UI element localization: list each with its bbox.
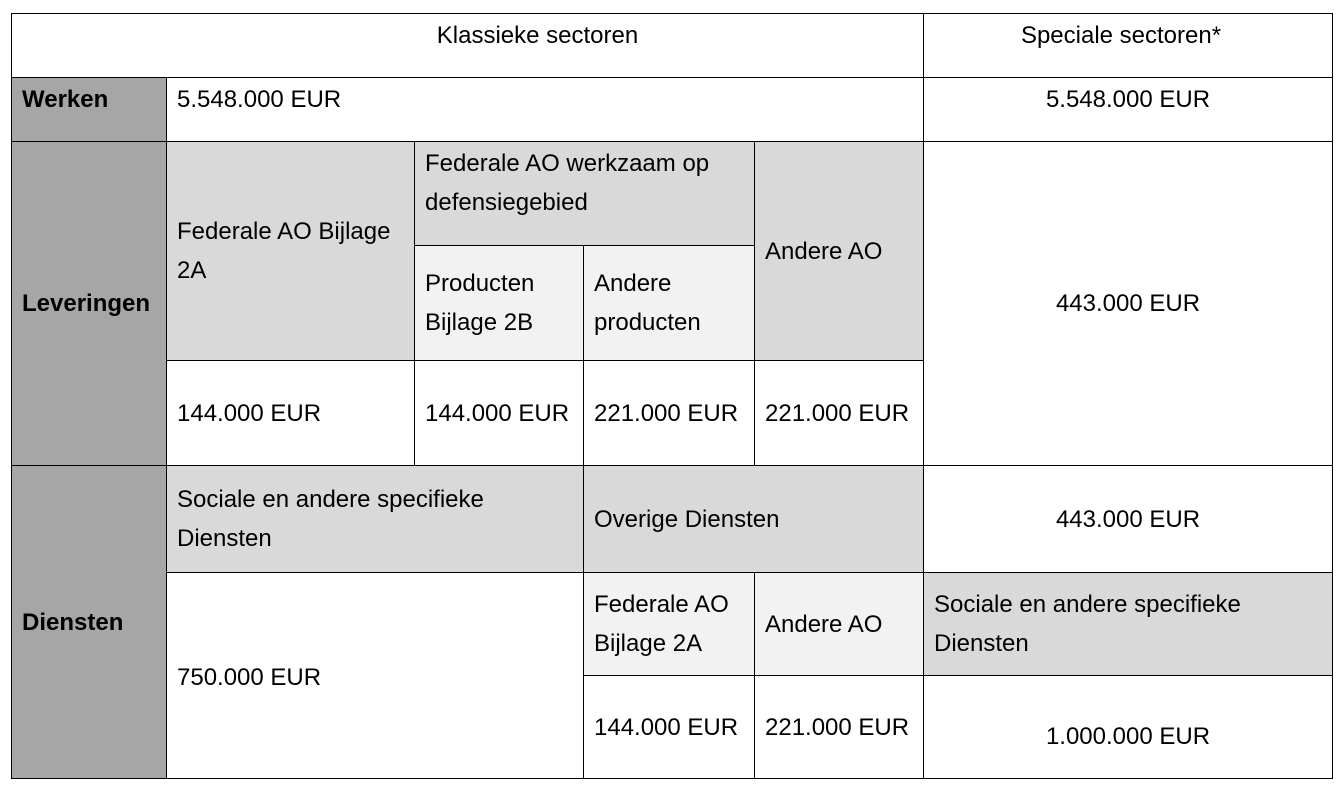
header-classic-label: Klassieke sectoren: [436, 22, 639, 49]
header-empty-cell: [11, 13, 167, 78]
diensten-other-ao-header: Andere AO: [754, 572, 924, 676]
diensten-social-value: 750.000 EUR: [166, 572, 584, 779]
header-special-label: Speciale sectoren*: [1020, 22, 1222, 49]
row-label-diensten: Diensten: [11, 465, 167, 779]
leveringen-other-products-header: Andere producten: [583, 245, 755, 361]
diensten-special-social-header: Sociale en andere specifieke Diensten: [923, 572, 1333, 676]
header-classic-sectors: [166, 13, 924, 78]
leveringen-other-ao-header: Andere AO: [754, 141, 924, 361]
row-label-werken: Werken: [11, 77, 167, 142]
diensten-special-value: 443.000 EUR: [923, 465, 1333, 573]
diensten-special-social-value: [923, 675, 1333, 779]
row-label-leveringen: Leveringen: [11, 141, 167, 466]
leveringen-products-annex-header: Producten Bijlage 2B: [414, 245, 584, 361]
diensten-other-ao-value: 221.000 EUR: [754, 675, 924, 779]
leveringen-defense-header: Federale AO werkzaam op defensiegebied: [414, 141, 755, 246]
leveringen-other-ao-value: 221.000 EUR: [754, 360, 924, 466]
diensten-other-services-header: Overige Diensten: [583, 465, 924, 573]
diensten-social-services-header: Sociale en andere specifieke Diensten: [166, 465, 584, 573]
leveringen-products-value: 144.000 EUR: [414, 360, 584, 466]
werken-special-value-text: 5.548.000 EUR: [1045, 86, 1211, 113]
werken-special-value: [923, 77, 1333, 142]
header-special-sectors: [923, 13, 1333, 78]
diensten-special-social-value-text: 1.000.000 EUR: [1045, 723, 1211, 750]
leveringen-special-value: 443.000 EUR: [923, 141, 1333, 466]
leveringen-federal-value: 144.000 EUR: [166, 360, 415, 466]
diensten-federal-annex-header: Federale AO Bijlage 2A: [583, 572, 755, 676]
werken-classic-value: 5.548.000 EUR: [166, 77, 924, 142]
diensten-federal-value: 144.000 EUR: [583, 675, 755, 779]
leveringen-federal-annex-header: Federale AO Bijlage 2A: [166, 141, 415, 361]
leveringen-other-products-value: 221.000 EUR: [583, 360, 755, 466]
